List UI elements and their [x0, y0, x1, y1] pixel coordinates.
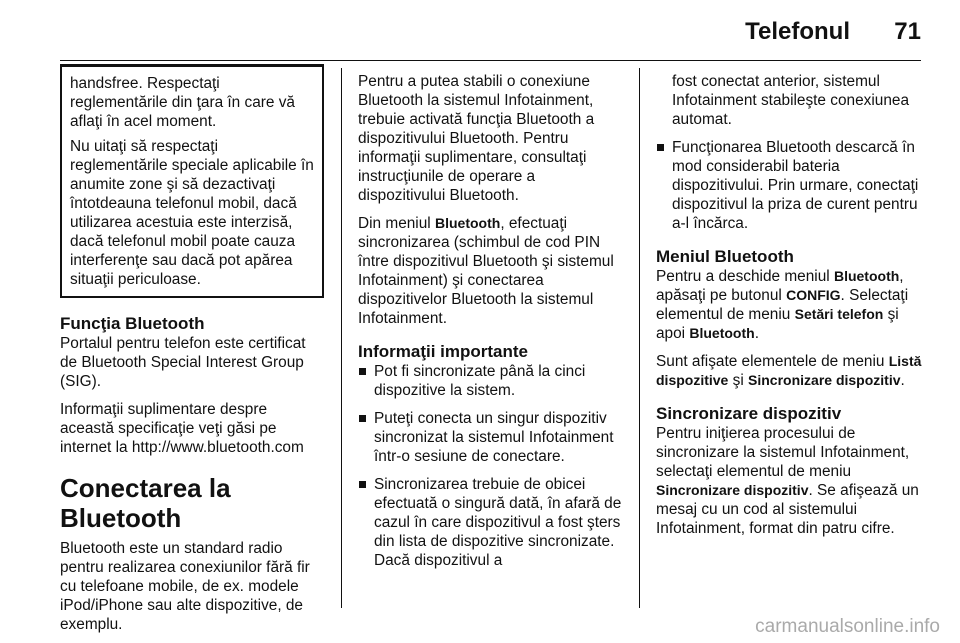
button-name: CONFIG	[786, 287, 841, 303]
bullet-item: Pot fi sincronizate până la cinci dispozitive la sistem.	[358, 362, 626, 400]
ui-term: Setări telefon	[794, 306, 884, 322]
bullet-item: Puteţi conecta un singur dispozitiv sincronizat la sistemul Infotainment într-o sesiune de conectare.	[358, 409, 626, 466]
note-box	[60, 64, 324, 298]
body-paragraph: Sunt afişate elementele de meniu Listă dispozitive şi Sincronizare dispozitiv.	[656, 353, 922, 389]
body-paragraph: Bluetooth este un standard radio pentru realizarea conexiunilor fără fir cu telefoane mobile, de ex. modele iPod/iPhone sau alte dispozitive, de exemplu.	[60, 540, 310, 633]
body-paragraph: Pentru iniţierea procesului de sincronizare la sistemul Infotainment, selectaţi elementul de meniu Sincronizare dispozitiv. Se afişează un mesaj cu un cod al sistemului Infotainment, format din patru cifre.	[656, 425, 919, 537]
page-header-title: Telefonul	[745, 18, 850, 45]
header-divider	[60, 60, 921, 61]
bullet-list	[656, 138, 924, 233]
body-paragraph: Informaţii suplimentare despre această specificaţie veţi găsi pe internet la http://www.bluetooth.com	[60, 401, 304, 456]
bullet-item: Funcţionarea Bluetooth descarcă în mod considerabil bateria dispozitivului. Prin urmare, conectaţi dispozitivul la priza de curent pentru a-l încărca.	[656, 138, 924, 233]
ui-term: Sincronizare dispozitiv	[748, 372, 901, 388]
body-paragraph: Pentru a putea stabili o conexiune Bluetooth la sistemul Infotainment, trebuie activată funcţia Bluetooth a dispozitivului Bluetooth. Pentru informaţii suplimentare, consultaţi instrucţiunile de operare a dispozitivului Bluetooth.	[358, 73, 595, 204]
body-paragraph: Din meniul Bluetooth, efectuaţi sincronizarea (schimbul de cod PIN între dispozitivul Bluetooth şi sistemul Infotainment) şi conectarea dispozitivelor Bluetooth la sistemul Infotainment.	[358, 215, 614, 327]
chapter-heading-bluetooth-connection: Conectarea la Bluetooth	[60, 473, 231, 533]
ui-term: Listă dispozitive	[656, 353, 922, 388]
ui-term: Bluetooth	[434, 215, 501, 231]
note-paragraph: Nu uitaţi să respectaţi reglementările speciale aplicabile în anumite zone şi să dezactivaţi întotdeauna telefonul mobil, dacă utilizarea acestuia este interzisă, dacă telefonul mobil poate cauza interferenţe sau dacă pot apărea situaţii periculoase.	[70, 138, 314, 288]
section-heading-important-info: Informaţii importante	[358, 342, 529, 361]
section-heading-bluetooth-function: Funcţia Bluetooth	[60, 314, 205, 333]
section-heading-bluetooth-menu: Meniul Bluetooth	[656, 247, 794, 266]
column-divider-left	[341, 68, 342, 608]
bullet-list	[358, 362, 626, 570]
note-paragraph: handsfree. Respectaţi reglementările din ţara în care vă aflaţi în acel moment.	[70, 75, 295, 130]
watermark: carmanualsonline.info	[755, 616, 940, 637]
column-divider-right	[639, 68, 640, 608]
page-number: 71	[894, 18, 921, 45]
ui-term: Bluetooth	[833, 268, 900, 284]
bullet-continuation: fost conectat anterior, sistemul Infotainment stabileşte conexiunea automat.	[672, 73, 909, 128]
column-left	[60, 72, 324, 643]
ui-term: Bluetooth	[689, 325, 755, 341]
ui-term: Sincronizare dispozitiv	[656, 482, 809, 498]
body-paragraph: Portalul pentru telefon este certificat de Bluetooth Special Interest Group (SIG).	[60, 335, 306, 390]
body-paragraph: Pentru a deschide meniul Bluetooth, apăsaţi pe butonul CONFIG. Selectaţi elementul de meniu Setări telefon şi apoi Bluetooth.	[656, 268, 909, 342]
section-heading-device-sync: Sincronizare dispozitiv	[656, 404, 842, 423]
column-middle	[358, 72, 626, 579]
bullet-item: Sincronizarea trebuie de obicei efectuată o singură dată, în afară de cazul în care dispozitivul a fost şters din lista de dispozitive sincronizate. Dacă dispozitivul a	[358, 475, 626, 570]
column-right	[656, 72, 924, 547]
